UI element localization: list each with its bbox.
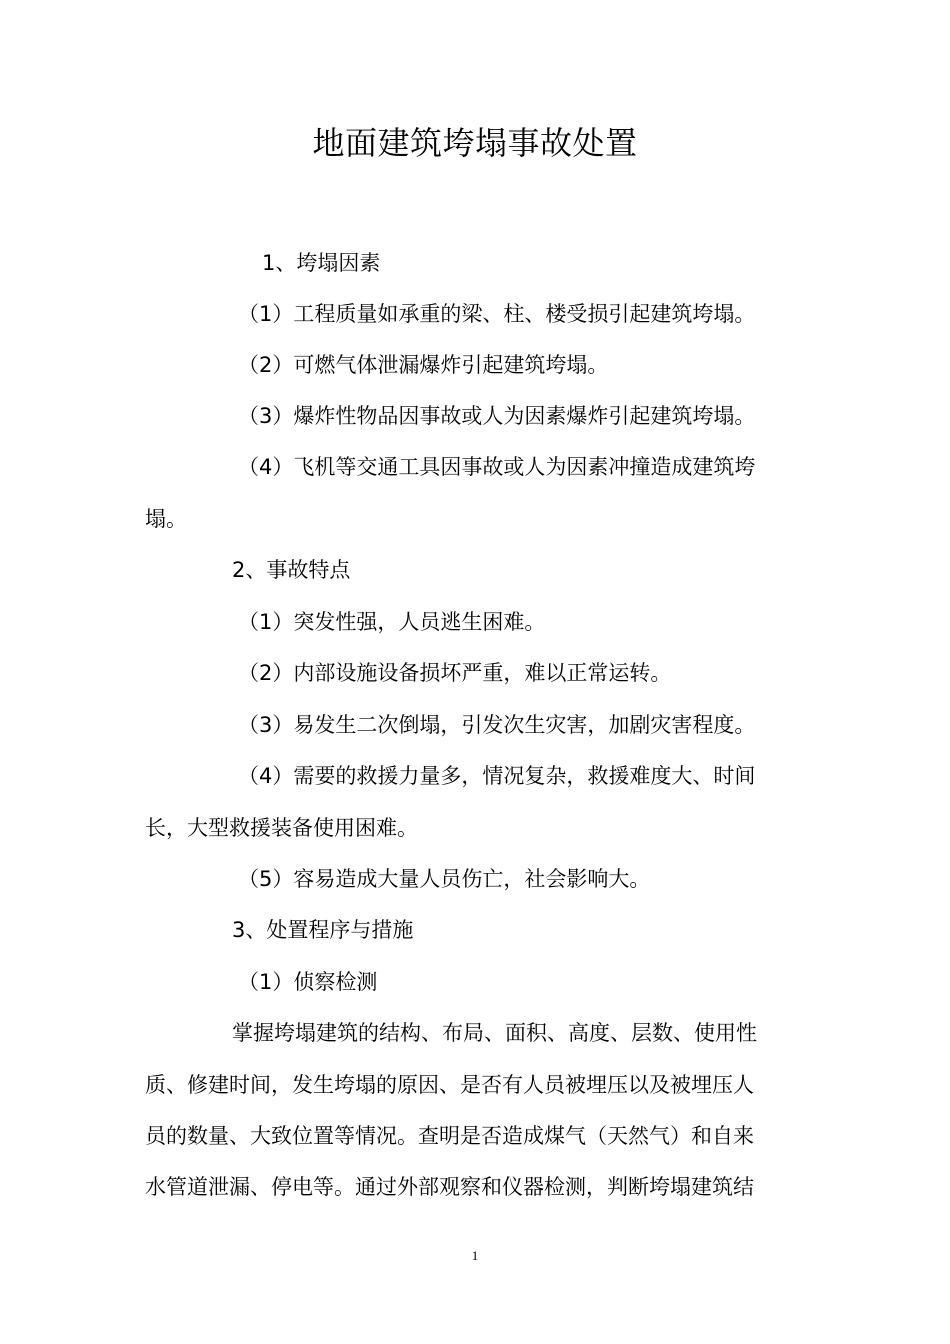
- paragraph-factor-2: （2）可燃气体泄漏爆炸引起建筑垮塌。: [238, 353, 609, 377]
- paragraph-feature-4: （4）需要的救援力量多，情况复杂，救援难度大、时间: [238, 764, 756, 788]
- paragraph-feature-1: （1）突发性强，人员逃生困难。: [238, 610, 546, 634]
- paragraph-recon-line-3: 员的数量、大致位置等情况。查明是否造成煤气（天然气）和自来: [145, 1124, 754, 1148]
- paragraph-recon-line-2: 质、修建时间，发生垮塌的原因、是否有人员被埋压以及被埋压人: [145, 1073, 754, 1097]
- heading-collapse-factors: 1、垮塌因素: [262, 251, 381, 275]
- paragraph-factor-3: （3）爆炸性物品因事故或人为因素爆炸引起建筑垮塌。: [238, 404, 756, 428]
- page-title: 地面建筑垮塌事故处置: [312, 124, 638, 162]
- heading-procedures: 3、处置程序与措施: [232, 918, 414, 942]
- heading-accident-features: 2、事故特点: [232, 558, 351, 582]
- paragraph-feature-4-cont: 长，大型救援装备使用困难。: [145, 816, 418, 840]
- paragraph-factor-4-cont: 塌。: [145, 507, 187, 531]
- subheading-reconnaissance: （1）侦察检测: [238, 970, 378, 994]
- paragraph-feature-2: （2）内部设施设备损坏严重，难以正常运转。: [238, 661, 672, 685]
- paragraph-recon-line-1: 掌握垮塌建筑的结构、布局、面积、高度、层数、使用性: [232, 1021, 757, 1045]
- paragraph-recon-line-4: 水管道泄漏、停电等。通过外部观察和仪器检测，判断垮塌建筑结: [145, 1175, 754, 1199]
- paragraph-factor-1: （1）工程质量如承重的梁、柱、楼受损引起建筑垮塌。: [238, 302, 756, 326]
- paragraph-feature-5: （5）容易造成大量人员伤亡，社会影响大。: [238, 867, 651, 891]
- paragraph-factor-4: （4）飞机等交通工具因事故或人为因素冲撞造成建筑垮: [238, 455, 756, 479]
- page-number: 1: [471, 1248, 479, 1263]
- paragraph-feature-3: （3）易发生二次倒塌，引发次生灾害，加剧灾害程度。: [238, 713, 756, 737]
